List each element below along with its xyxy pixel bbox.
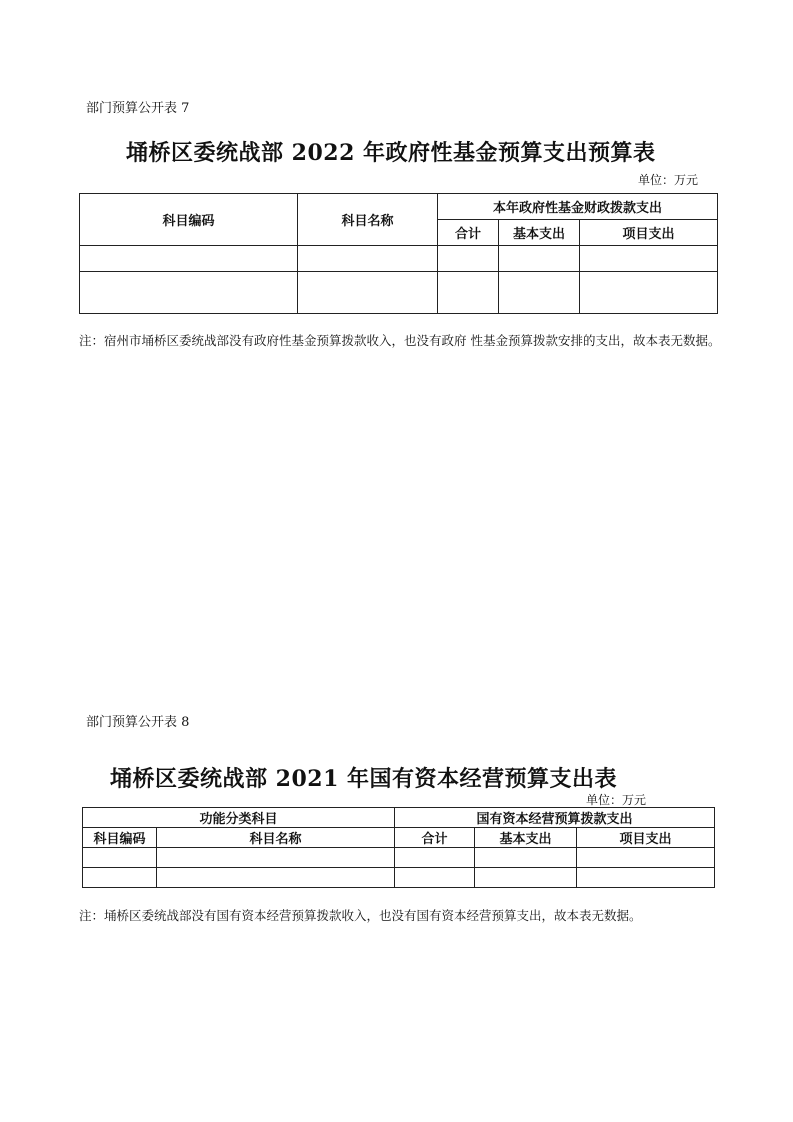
cell (298, 246, 438, 272)
cell (580, 272, 718, 314)
table-label-7: 部门预算公开表 7 (86, 101, 190, 116)
table-label-8: 部门预算公开表 8 (86, 715, 190, 730)
header-name: 科目名称 (157, 828, 395, 848)
cell (157, 848, 395, 868)
header-func: 功能分类科目 (83, 808, 395, 828)
cell (438, 272, 499, 314)
cell (580, 246, 718, 272)
table-row (80, 272, 718, 314)
cell (298, 272, 438, 314)
cell (395, 848, 475, 868)
table-row (83, 868, 715, 888)
header-project: 项目支出 (580, 220, 718, 246)
cell (499, 272, 580, 314)
header-project: 项目支出 (577, 828, 715, 848)
budget-table-8 (82, 807, 715, 888)
unit-label-8: 单位：万元 (586, 793, 647, 807)
page-title-7: 埇桥区委统战部 2022 年政府性基金预算支出预算表 (126, 140, 656, 166)
header-code: 科目编码 (83, 828, 157, 848)
cell (83, 848, 157, 868)
header-total: 合计 (438, 220, 499, 246)
header-basic: 基本支出 (475, 828, 577, 848)
cell (475, 868, 577, 888)
cell (157, 868, 395, 888)
header-basic: 基本支出 (499, 220, 580, 246)
cell (83, 868, 157, 888)
cell (438, 246, 499, 272)
cell (395, 868, 475, 888)
budget-table-7 (79, 193, 718, 314)
page-title-8: 埇桥区委统战部 2021 年国有资本经营预算支出表 (110, 766, 618, 792)
cell (80, 246, 298, 272)
header-group: 国有资本经营预算拨款支出 (395, 808, 715, 828)
table-row (80, 246, 718, 272)
cell (499, 246, 580, 272)
header-code: 科目编码 (80, 194, 298, 246)
unit-label-7: 单位：万元 (638, 173, 699, 187)
table-row (83, 848, 715, 868)
cell (80, 272, 298, 314)
cell (475, 848, 577, 868)
note-8: 注：埇桥区委统战部没有国有资本经营预算拨款收入，也没有国有资本经营预算支出，故本表无数据。 (79, 908, 642, 923)
header-name: 科目名称 (298, 194, 438, 246)
header-total: 合计 (395, 828, 475, 848)
cell (577, 868, 715, 888)
note-7: 注：宿州市埇桥区委统战部没有政府性基金预算拨款收入，也没有政府 性基金预算拨款安排的支出，故本表无数据。 (79, 333, 721, 348)
cell (577, 848, 715, 868)
header-group: 本年政府性基金财政拨款支出 (438, 194, 718, 220)
